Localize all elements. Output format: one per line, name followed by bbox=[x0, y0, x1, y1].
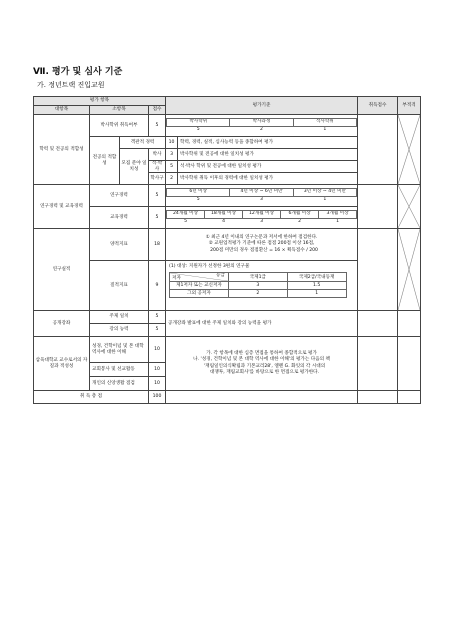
quant-line: ② 교원업적평가 기준에 따른 점점 200점 이상 16점, bbox=[208, 241, 315, 247]
obtained-cell bbox=[358, 311, 398, 337]
qual-val: 1.5 bbox=[287, 282, 346, 290]
career-val: 5 bbox=[196, 197, 200, 203]
qual-val: 3 bbox=[228, 282, 287, 290]
career-val: 1 bbox=[323, 197, 327, 203]
qual-col: 국제2급/국내등재 bbox=[287, 273, 346, 282]
church-score: 10 bbox=[149, 377, 166, 391]
edu-career-label: 교육경력 bbox=[90, 207, 149, 229]
degree-col: 박사학위 bbox=[167, 118, 230, 126]
major-public-lecture: 공개강좌 bbox=[34, 311, 90, 337]
header-major: 대항목 bbox=[34, 106, 90, 115]
career-col: 3년 이상 ~ 4년 미만 bbox=[293, 188, 356, 196]
major-fit-group: 전공의 적합성 bbox=[90, 137, 120, 185]
qual-caption: (1) 대상: 지원자가 선정한 3편의 연구물 bbox=[169, 264, 250, 269]
quant-line: ① 최근 4년 이내의 연구논문과 저서에 한하여 점검한다. bbox=[205, 235, 318, 241]
fit-label: 박사 bbox=[149, 149, 166, 161]
church-label: 개인의 신앙생활 점검 bbox=[90, 377, 149, 391]
edu-val: 1 bbox=[336, 219, 339, 225]
grade-author-header bbox=[170, 273, 229, 282]
edu-col: 3개월 이상 bbox=[319, 210, 357, 218]
fit-criteria: 박사학위 취득 이후의 경력에 대한 일치성 평가 bbox=[178, 173, 398, 185]
major-degree: 학력 및 전공의 적합성 bbox=[34, 115, 90, 185]
church-criteria bbox=[166, 337, 358, 391]
notes-crossed-cell bbox=[398, 229, 421, 311]
church-line: '재림일인의식확립과 기본교리28', 엘렌 G. 화잇의 각 시대의 bbox=[203, 363, 326, 369]
qual-val: 2 bbox=[228, 290, 287, 298]
edu-val: 2 bbox=[298, 219, 301, 225]
major-church: 삼육대학교 교수로서의 자질과 적성성 bbox=[34, 337, 90, 391]
church-line: 가. 각 항목에 대한 심층 면접을 통하여 종합적으로 평가 bbox=[206, 350, 317, 356]
edu-col: 18개월 이상 bbox=[205, 210, 243, 218]
fit-criteria: 석·박사 학위 및 전공에 대한 일치성 평가 bbox=[178, 161, 398, 173]
total-notes bbox=[398, 391, 421, 404]
edu-career-score: 5 bbox=[149, 207, 166, 229]
obtained-cell bbox=[358, 229, 398, 311]
church-label: 교회봉사 및 선교활동 bbox=[90, 363, 149, 377]
header-minor: 소항목 bbox=[90, 106, 149, 115]
edu-val: 5 bbox=[184, 219, 187, 225]
major-career: 연구경력 및 교육경력 bbox=[34, 185, 90, 229]
edu-col: 12개월 이상 bbox=[243, 210, 281, 218]
qual-subtable bbox=[169, 272, 347, 298]
fit-criteria: 박사학위 및 전공에 대한 일치성 평가 bbox=[178, 149, 398, 161]
edu-col: 24개월 이상 bbox=[167, 210, 205, 218]
degree-score: 5 bbox=[149, 115, 166, 137]
degree-val: 1 bbox=[323, 127, 327, 133]
header-criteria: 평가기준 bbox=[166, 97, 358, 115]
major-fit-sub: 모집 분야 일치성 bbox=[120, 149, 149, 185]
total-criteria bbox=[166, 391, 358, 404]
objective-criteria: 학력, 경력, 실적, 심사능력 등을 종합하여 평가 bbox=[178, 137, 398, 149]
objective-score: 10 bbox=[166, 137, 178, 149]
lecture-score: 5 bbox=[149, 324, 166, 337]
fit-label: 석·박사 bbox=[149, 161, 166, 173]
career-col: 6년 이상 bbox=[167, 188, 230, 196]
fit-score: 5 bbox=[166, 161, 178, 173]
lecture-criteria: 공개강좌 발표에 대한 주제 일치와 강의 능력을 평가 bbox=[166, 311, 358, 337]
notes-crossed-cell bbox=[398, 185, 421, 229]
obtained-cell bbox=[358, 337, 398, 391]
total-label: 취 득 총 점 bbox=[34, 391, 149, 404]
qual-row-label: 제1저자 또는 교신저자 bbox=[170, 282, 229, 290]
qual-col: 국제1급 bbox=[228, 273, 287, 282]
evaluation-table bbox=[33, 96, 421, 404]
notes-cell bbox=[398, 311, 421, 337]
qual-score: 9 bbox=[149, 261, 166, 311]
section-heading: Ⅶ. 평가 및 심사 기준 bbox=[33, 67, 123, 77]
church-line: 나. '성경, 건학이념 및 본 대학 역사에 대한 이해'의 평가는 다음의 책 bbox=[193, 357, 330, 363]
degree-col: 석사학위 bbox=[293, 118, 356, 126]
lecture-score: 5 bbox=[149, 311, 166, 324]
degree-val: 2 bbox=[260, 127, 263, 133]
research-career-score: 5 bbox=[149, 185, 166, 207]
col-author: 저자 bbox=[172, 276, 181, 281]
career-val: 3 bbox=[260, 197, 263, 203]
church-label: 성경, 건학이념 및 본 대학 역사에 대한 이해 bbox=[90, 337, 149, 363]
church-line: 대쟁투, 재림교회사'를 바탕으로 한 면접으로 평가한다. bbox=[209, 369, 320, 375]
research-career-subtable bbox=[166, 188, 357, 204]
header-obtained-score: 취득점수 bbox=[358, 97, 398, 115]
qual-label: 질적지표 bbox=[90, 261, 149, 311]
qual-row-label: 그외 공저자 bbox=[170, 290, 229, 298]
fit-score: 3 bbox=[166, 149, 178, 161]
quant-score: 18 bbox=[149, 229, 166, 261]
header-eval-items: 평가 항목 bbox=[34, 97, 166, 106]
research-career-label: 연구경력 bbox=[90, 185, 149, 207]
quant-criteria bbox=[166, 229, 358, 261]
edu-val: 3 bbox=[260, 219, 263, 225]
degree-label: 박사학위 취득여부 bbox=[90, 115, 149, 137]
degree-val: 5 bbox=[196, 127, 200, 133]
total-score: 100 bbox=[149, 391, 166, 404]
quant-line: 200점 미만의 경우 점점환산 = 16 × 획득점수 / 200 bbox=[210, 247, 318, 253]
edu-val: 4 bbox=[222, 219, 225, 225]
total-obtained bbox=[358, 391, 398, 404]
edu-col: 6개월 이상 bbox=[281, 210, 319, 218]
col-grade: 등급 bbox=[216, 273, 225, 279]
header-notes: 부적격 bbox=[398, 97, 421, 115]
degree-subtable bbox=[166, 118, 357, 134]
fit-label: 학사구 bbox=[149, 173, 166, 185]
quant-label: 양적지표 bbox=[90, 229, 149, 261]
notes-cell bbox=[398, 337, 421, 391]
header-score: 점수 bbox=[149, 106, 166, 115]
notes-crossed-cell bbox=[398, 115, 421, 185]
qual-val: 1 bbox=[287, 290, 346, 298]
church-score: 10 bbox=[149, 363, 166, 377]
fit-score: 2 bbox=[166, 173, 178, 185]
obtained-cell bbox=[358, 185, 398, 229]
lecture-label: 강의 능력 bbox=[90, 324, 149, 337]
degree-col: 박사과정 bbox=[230, 118, 293, 126]
career-col: 4년 이상 ~ 6년 미만 bbox=[230, 188, 293, 196]
edu-career-subtable bbox=[166, 210, 357, 226]
section-subheading: 가. 정년트랙 진입교원 bbox=[37, 81, 105, 89]
lecture-label: 주제 일치 bbox=[90, 311, 149, 324]
church-score: 10 bbox=[149, 337, 166, 363]
major-research-perf: 연구실적 bbox=[34, 229, 90, 311]
objective-label: 객관적 경력 bbox=[120, 137, 166, 149]
